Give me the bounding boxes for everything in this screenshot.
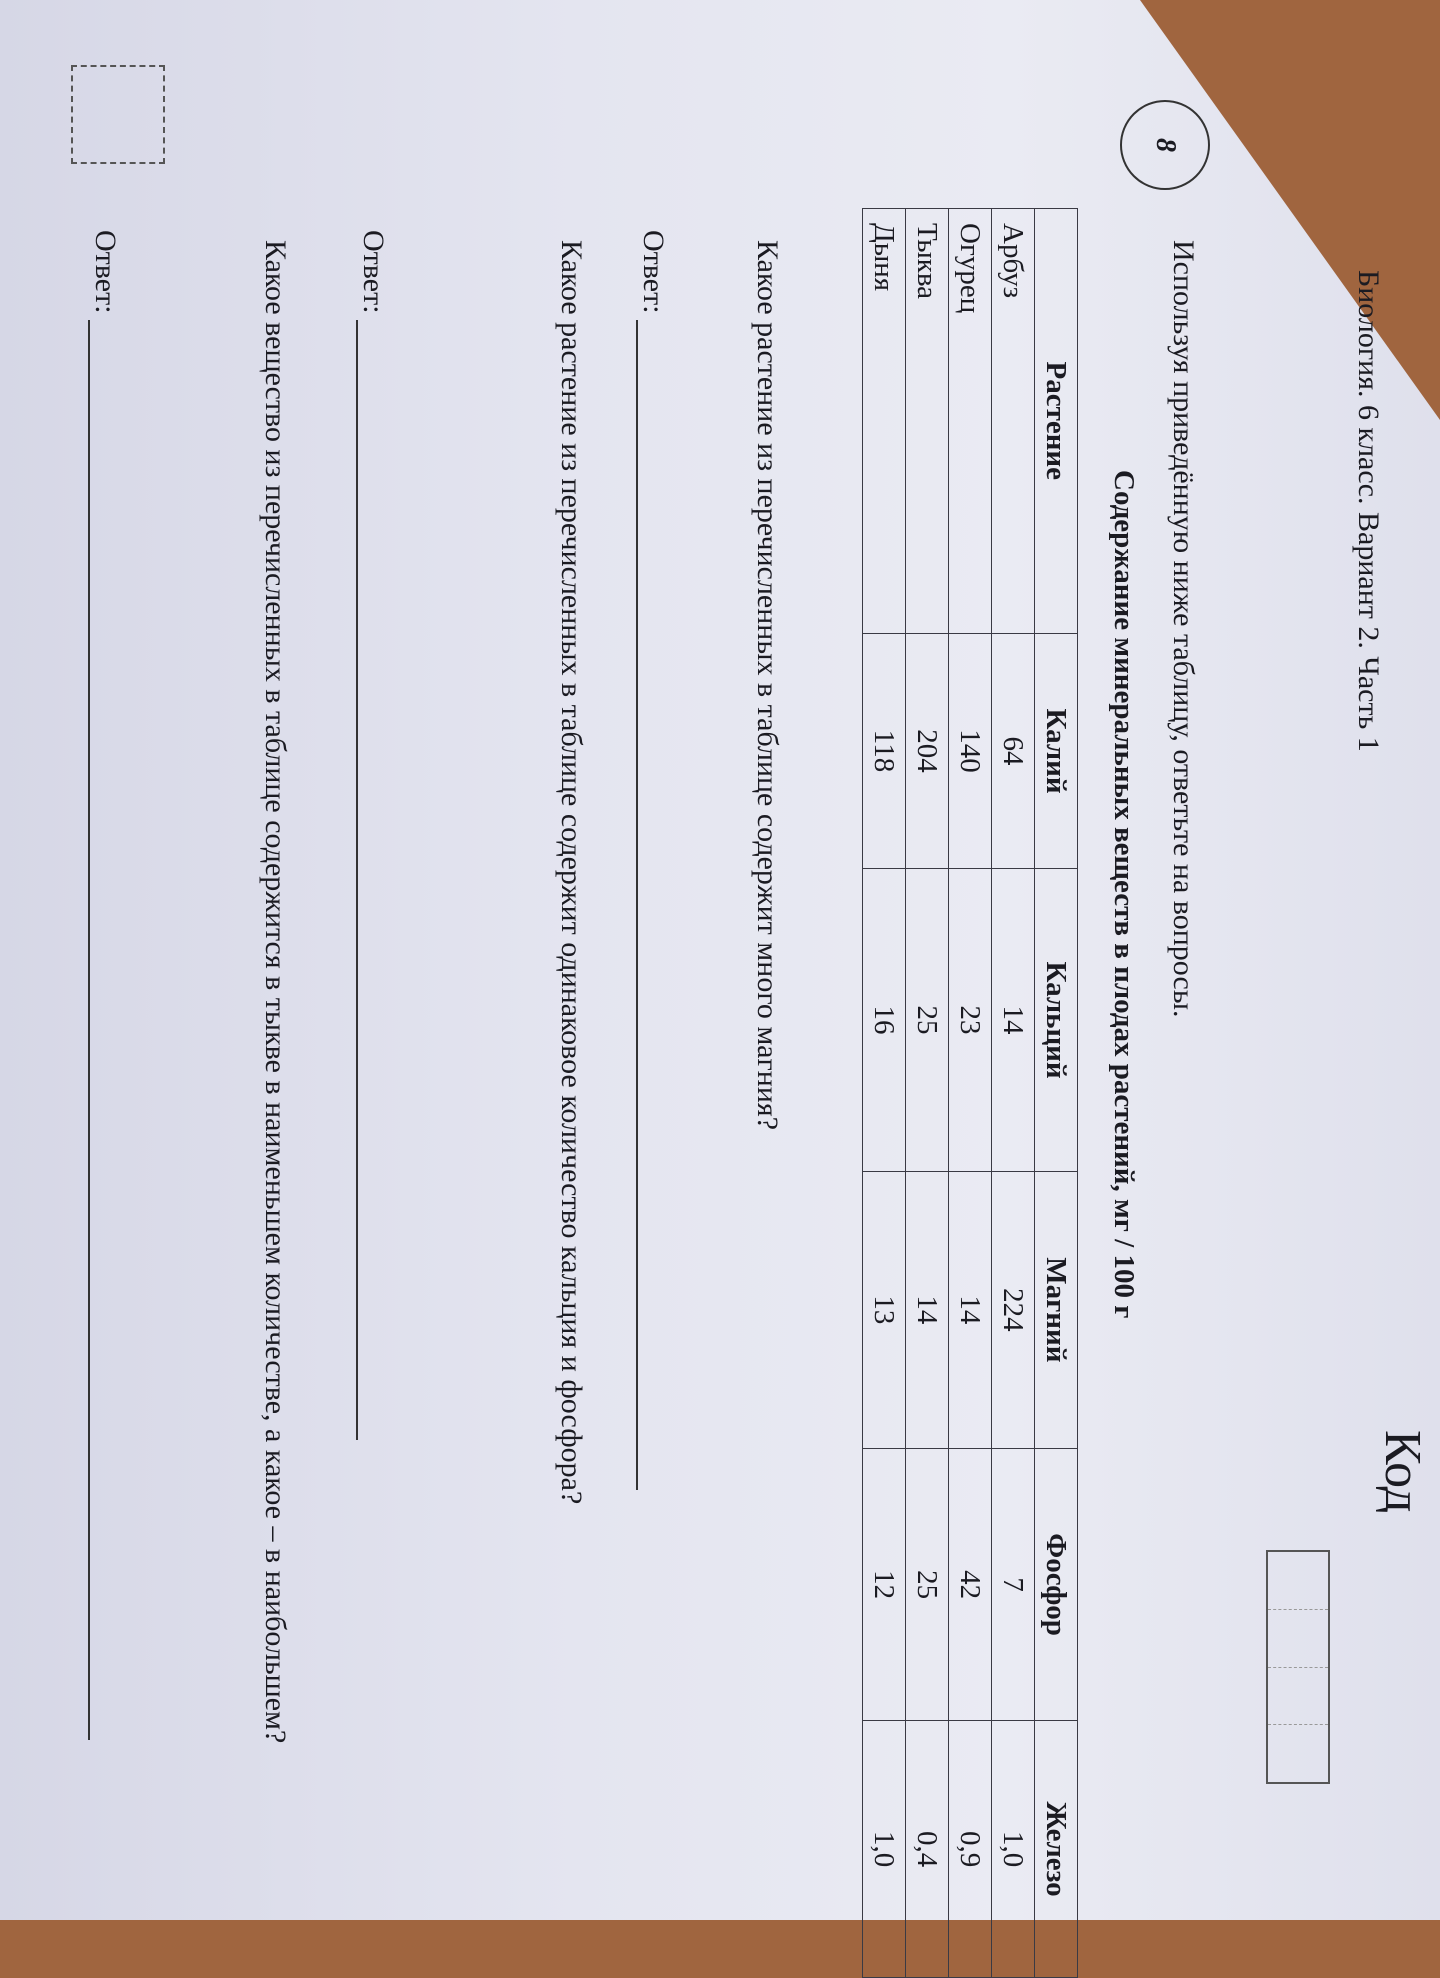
answer-line[interactable] xyxy=(356,320,388,1440)
table-header-row xyxy=(1035,209,1078,1978)
answer-label: Ответ: xyxy=(637,230,670,314)
code-cell[interactable] xyxy=(1268,1668,1328,1726)
value-cell: 23 xyxy=(949,869,992,1171)
plant-name-cell: Огурец xyxy=(949,209,992,634)
value-cell: 118 xyxy=(863,633,906,869)
answer-1[interactable] xyxy=(636,230,670,1490)
value-cell: 42 xyxy=(949,1449,992,1721)
plant-name-cell: Тыква xyxy=(906,209,949,634)
table-row xyxy=(906,209,949,1978)
code-cell[interactable] xyxy=(1268,1552,1328,1610)
value-cell: 140 xyxy=(949,633,992,869)
value-cell: 25 xyxy=(906,869,949,1171)
answer-label: Ответ: xyxy=(357,230,390,314)
table-title: Содержание минеральных веществ в плодах растений, мг / 100 г xyxy=(1108,470,1140,1319)
value-cell: 64 xyxy=(992,633,1035,869)
value-cell: 224 xyxy=(992,1171,1035,1448)
value-cell: 14 xyxy=(949,1171,992,1448)
answer-3[interactable] xyxy=(88,230,122,1740)
column-header: Кальций xyxy=(1035,869,1078,1171)
table-row xyxy=(863,209,906,1978)
task-number: 8 xyxy=(1120,100,1210,190)
column-header: Магний xyxy=(1035,1171,1078,1448)
value-cell: 16 xyxy=(863,869,906,1171)
value-cell: 13 xyxy=(863,1171,906,1448)
value-cell: 1,0 xyxy=(992,1721,1035,1978)
table-row xyxy=(949,209,992,1978)
plant-name-cell: Арбуз xyxy=(992,209,1035,634)
answer-line[interactable] xyxy=(88,320,120,1740)
column-header: Растение xyxy=(1035,209,1078,634)
code-label: Код xyxy=(1374,1430,1431,1514)
value-cell: 14 xyxy=(906,1171,949,1448)
score-box[interactable] xyxy=(71,65,165,164)
answer-2[interactable] xyxy=(356,230,390,1440)
code-input-box[interactable] xyxy=(1266,1550,1330,1784)
value-cell: 7 xyxy=(992,1449,1035,1721)
value-cell: 0,4 xyxy=(906,1721,949,1978)
code-cell[interactable] xyxy=(1268,1610,1328,1668)
value-cell: 12 xyxy=(863,1449,906,1721)
value-cell: 25 xyxy=(906,1449,949,1721)
column-header: Железо xyxy=(1035,1721,1078,1978)
answer-line[interactable] xyxy=(636,320,668,1490)
question-2: Какое растение из перечисленных в таблице содержит одинаковое количество кальция и фосфора? xyxy=(555,240,588,1505)
column-header: Фосфор xyxy=(1035,1449,1078,1721)
value-cell: 0,9 xyxy=(949,1721,992,1978)
value-cell: 14 xyxy=(992,869,1035,1171)
table-row xyxy=(992,209,1035,1978)
page-header: Биология. 6 класс. Вариант 2. Часть 1 xyxy=(1352,270,1385,752)
value-cell: 204 xyxy=(906,633,949,869)
value-cell: 1,0 xyxy=(863,1721,906,1978)
question-3: Какое вещество из перечисленных в таблице содержится в тыкве в наименьшем количестве, а какое – в наибольшем? xyxy=(259,240,292,1744)
answer-label: Ответ: xyxy=(89,230,122,314)
minerals-table xyxy=(862,208,1078,1978)
task-instruction: Используя приведённую ниже таблицу, ответьте на вопросы. xyxy=(1167,240,1200,1018)
code-cell[interactable] xyxy=(1268,1725,1328,1782)
question-1: Какое растение из перечисленных в таблице содержит много магния? xyxy=(751,240,784,1131)
plant-name-cell: Дыня xyxy=(863,209,906,634)
column-header: Калий xyxy=(1035,633,1078,869)
